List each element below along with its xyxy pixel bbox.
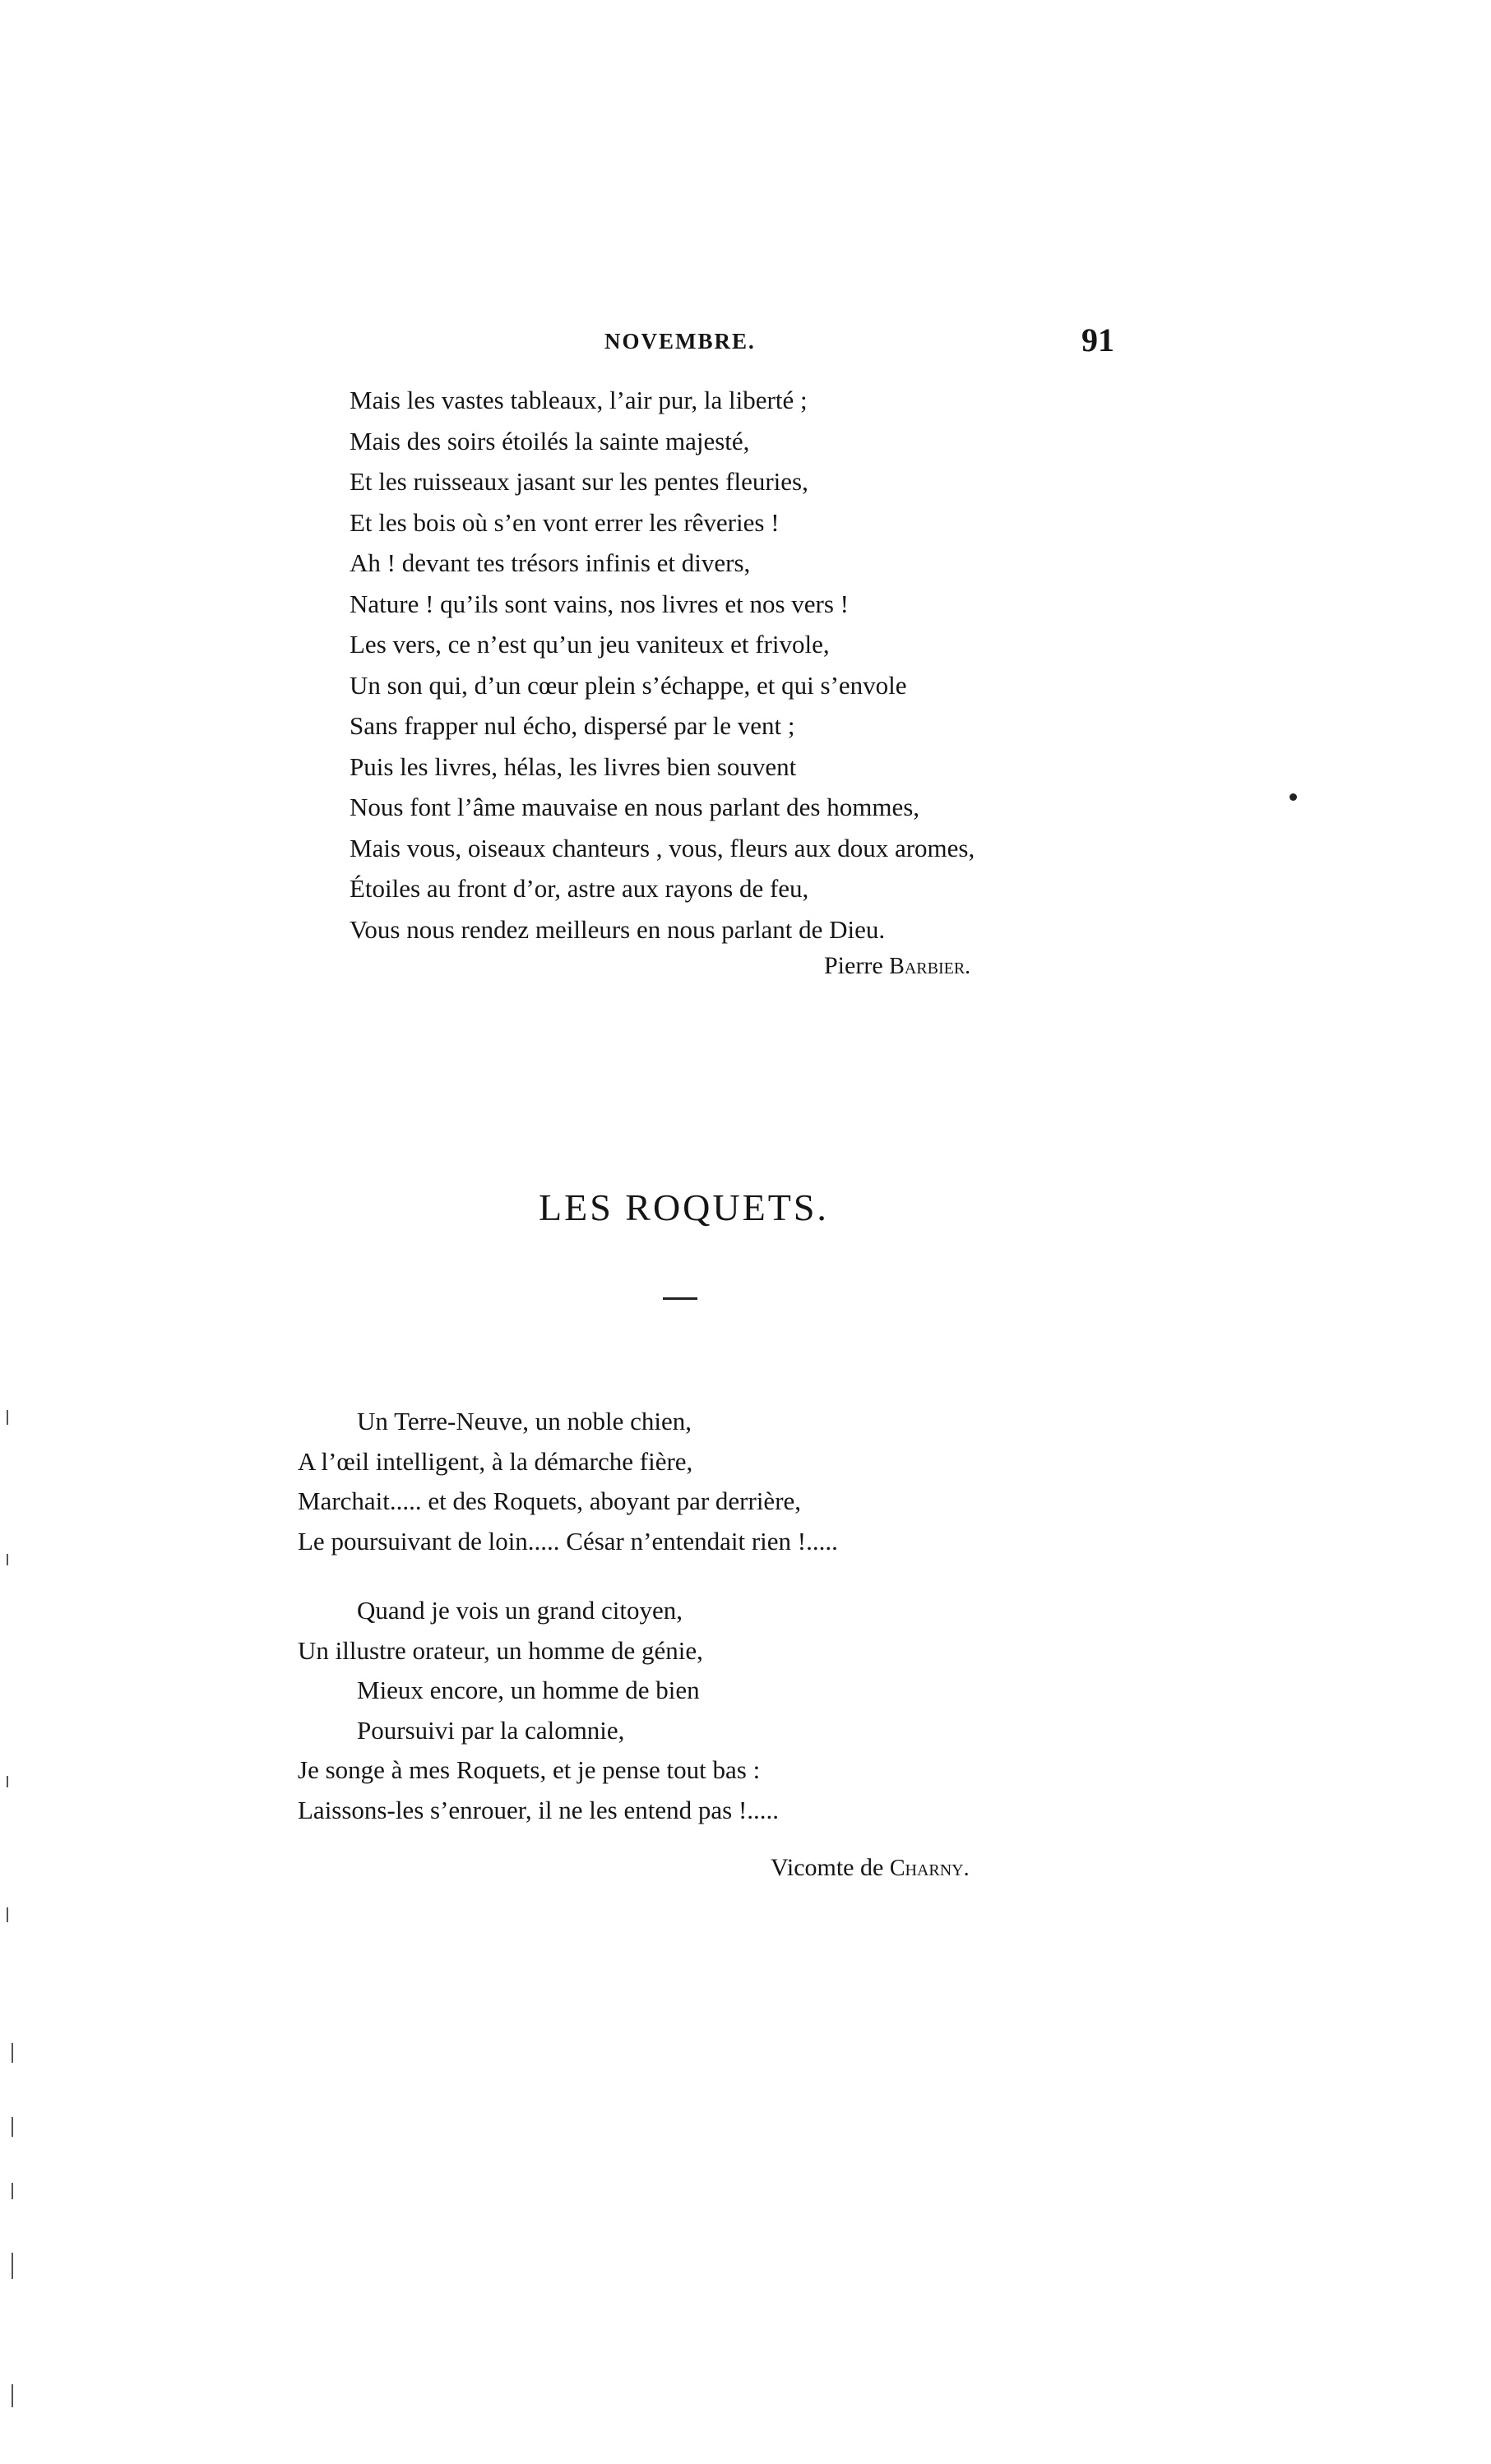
section-title: LES ROQUETS. <box>539 1186 829 1228</box>
author-last-name: Barbier. <box>889 954 971 979</box>
margin-mark <box>12 2384 13 2407</box>
poem-line: Quand je vois un grand citoyen, <box>357 1596 683 1625</box>
poem-line: Le poursuivant de loin..... César n’entendait rien !..... <box>298 1526 838 1556</box>
poem-line: Marchait..... et des Roquets, aboyant par derrière, <box>298 1486 802 1515</box>
poem-roquets-stanza-one <box>298 1402 1120 1561</box>
author-last-name: Charny. <box>889 1856 970 1881</box>
poem-line: Et les bois où s’en vont errer les rêveries ! <box>350 507 780 537</box>
author-signature-barbier <box>824 952 970 980</box>
poem-line: Vous nous rendez meilleurs en nous parlant de Dieu. <box>350 914 886 944</box>
poem-line: Sans frapper nul écho, dispersé par le vent ; <box>350 711 795 740</box>
ink-blot <box>1290 793 1297 801</box>
poem-line: Nature ! qu’ils sont vains, nos livres et nos vers ! <box>350 589 849 618</box>
poem-november <box>350 380 1172 950</box>
poem-line: Je songe à mes Roquets, et je pense tout bas : <box>298 1755 761 1784</box>
poem-line: Mieux encore, un homme de bien <box>357 1676 700 1704</box>
margin-mark <box>12 2183 13 2199</box>
running-title: NOVEMBRE. <box>604 329 756 354</box>
poem-line: Un son qui, d’un cœur plein s’échappe, et qui s’envole <box>350 670 907 700</box>
poem-line: Mais vous, oiseaux chanteurs , vous, fleurs aux doux aromes, <box>350 833 975 862</box>
margin-mark <box>12 2043 13 2063</box>
title-separator-rule <box>663 1297 697 1300</box>
author-signature-charny <box>771 1854 970 1882</box>
margin-mark <box>7 1410 8 1425</box>
poem-line: Nous font l’âme mauvaise en nous parlant des hommes, <box>350 793 920 821</box>
margin-mark <box>12 2117 13 2137</box>
poem-line: Un illustre orateur, un homme de génie, <box>298 1635 703 1665</box>
margin-mark <box>12 2253 13 2279</box>
poem-line: Poursuivi par la calomnie, <box>357 1715 625 1745</box>
poem-line: Puis les livres, hélas, les livres bien souvent <box>350 751 797 781</box>
poem-line: Ah ! devant tes trésors infinis et divers, <box>350 548 751 577</box>
poem-line: Étoiles au front d’or, astre aux rayons de feu, <box>350 874 809 903</box>
poem-line: Les vers, ce n’est qu’un jeu vaniteux et frivole, <box>350 630 830 659</box>
page-number: 91 <box>1081 321 1114 358</box>
poem-line: Mais les vastes tableaux, l’air pur, la liberté ; <box>350 386 808 414</box>
margin-mark <box>7 1776 8 1787</box>
author-first-name: Vicomte de <box>771 1854 884 1881</box>
poem-line: Mais des soirs étoilés la sainte majesté, <box>350 426 750 455</box>
margin-mark <box>7 1554 8 1565</box>
poem-line: Et les ruisseaux jasant sur les pentes fleuries, <box>350 467 808 496</box>
poem-line: Un Terre-Neuve, un noble chien, <box>357 1407 692 1435</box>
poem-roquets-stanza-two <box>298 1591 1120 1830</box>
poem-line: Laissons-les s’enrouer, il ne les entend pas !..... <box>298 1795 780 1824</box>
margin-mark <box>7 1907 8 1922</box>
author-first-name: Pierre <box>824 952 883 979</box>
poem-line: A l’œil intelligent, à la démarche fière, <box>298 1446 693 1476</box>
